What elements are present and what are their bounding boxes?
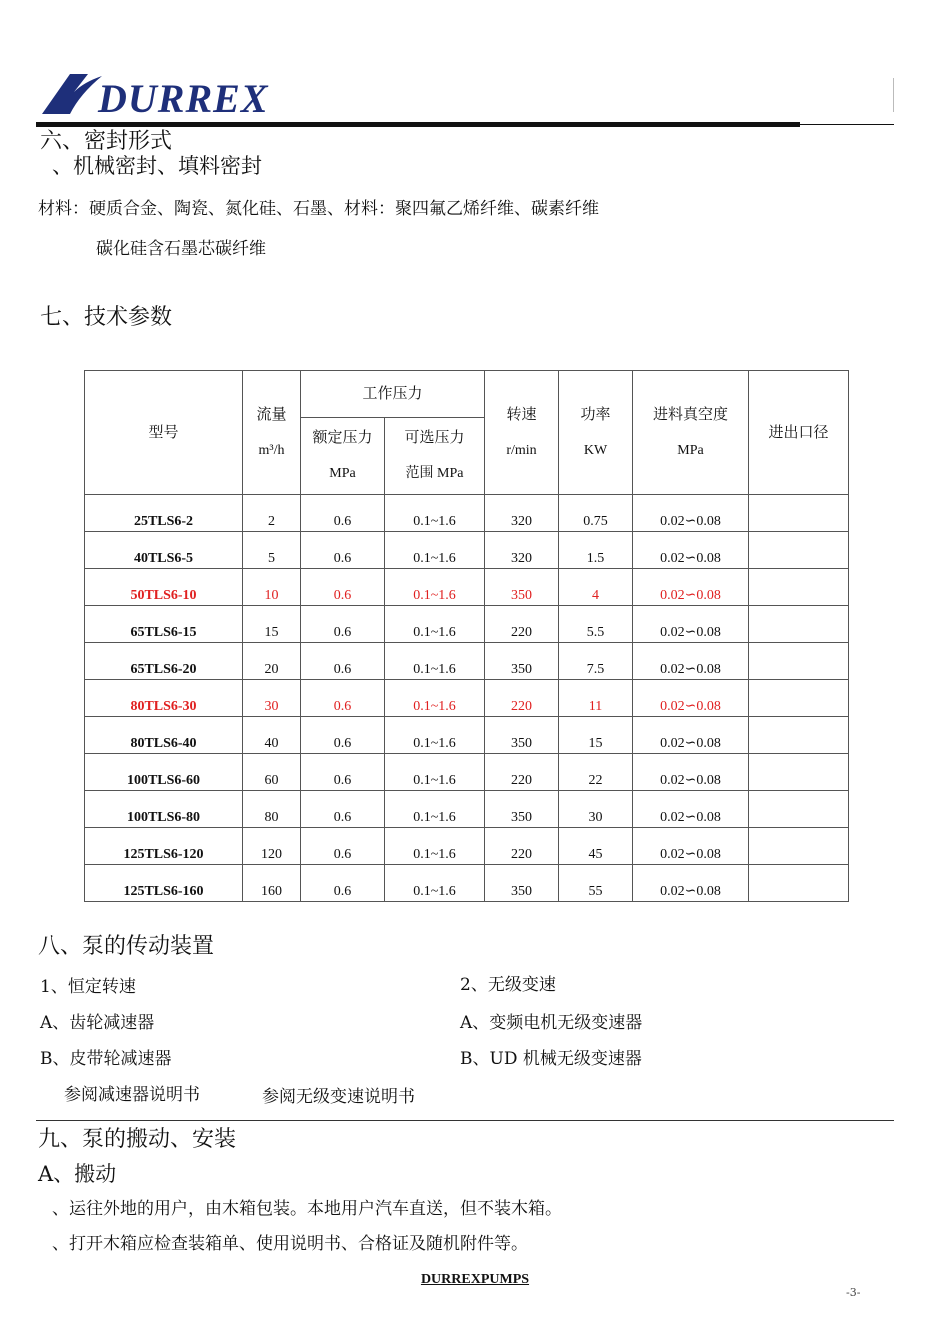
cell-model: 100TLS6-60 — [85, 754, 243, 791]
col-flow-header: 流量 m³/h — [243, 371, 301, 495]
footer-brand: DURREXPUMPS — [420, 1272, 530, 1287]
cell-speed: 220 — [485, 606, 559, 643]
table-row — [85, 754, 849, 791]
cell-port — [749, 717, 849, 754]
cell-rated: 0.6 — [301, 643, 385, 680]
cell-model: 50TLS6-10 — [85, 569, 243, 606]
cell-range: 0.1~1.6 — [385, 569, 485, 606]
cell-speed: 350 — [485, 865, 559, 902]
cell-port — [749, 754, 849, 791]
cell-range: 0.1~1.6 — [385, 791, 485, 828]
transmission-right-2: A、变频电机无级变速器 — [460, 1013, 643, 1033]
cell-model: 40TLS6-5 — [85, 532, 243, 569]
col-speed-header: 转速 r/min — [485, 371, 559, 495]
col-rated-header: 额定压力 MPa — [301, 418, 385, 495]
section6-line2: 材料：硬质合金、陶瓷、氮化硅、石墨、材料：聚四氟乙烯纤维、碳素纤维 — [38, 199, 599, 219]
cell-flow: 40 — [243, 717, 301, 754]
cell-vacuum: 0.02∽0.08 — [633, 532, 749, 569]
cell-speed: 220 — [485, 680, 559, 717]
section9-sub: A、搬动 — [38, 1162, 117, 1186]
cell-flow: 80 — [243, 791, 301, 828]
col-optional-header: 可选压力 范围 MPa — [385, 418, 485, 495]
cell-rated: 0.6 — [301, 754, 385, 791]
cell-port — [749, 495, 849, 532]
transmission-left-4: 参阅减速器说明书 — [64, 1085, 200, 1105]
cell-power: 30 — [559, 791, 633, 828]
cell-speed: 320 — [485, 532, 559, 569]
cell-flow: 60 — [243, 754, 301, 791]
cell-power: 15 — [559, 717, 633, 754]
cell-port — [749, 606, 849, 643]
cell-power: 0.75 — [559, 495, 633, 532]
cell-flow: 2 — [243, 495, 301, 532]
cell-rated: 0.6 — [301, 717, 385, 754]
cell-vacuum: 0.02∽0.08 — [633, 569, 749, 606]
spec-table — [84, 370, 849, 902]
cell-port — [749, 828, 849, 865]
cell-flow: 5 — [243, 532, 301, 569]
cell-vacuum: 0.02∽0.08 — [633, 680, 749, 717]
transmission-right-1: 2、无级变速 — [460, 975, 556, 995]
cell-model: 25TLS6-2 — [85, 495, 243, 532]
brand-logo — [40, 70, 280, 122]
cell-rated: 0.6 — [301, 828, 385, 865]
cell-speed: 350 — [485, 717, 559, 754]
cell-port — [749, 865, 849, 902]
cell-model: 100TLS6-80 — [85, 791, 243, 828]
transmission-left-3: B、皮带轮减速器 — [40, 1049, 172, 1069]
cell-power: 11 — [559, 680, 633, 717]
cell-range: 0.1~1.6 — [385, 828, 485, 865]
cell-vacuum: 0.02∽0.08 — [633, 495, 749, 532]
section7-heading: 七、技术参数 — [40, 305, 173, 330]
cell-range: 0.1~1.6 — [385, 680, 485, 717]
cell-rated: 0.6 — [301, 569, 385, 606]
cell-speed: 220 — [485, 754, 559, 791]
cell-flow: 160 — [243, 865, 301, 902]
cell-vacuum: 0.02∽0.08 — [633, 791, 749, 828]
cell-power: 45 — [559, 828, 633, 865]
cell-power: 4 — [559, 569, 633, 606]
table-row — [85, 606, 849, 643]
cell-rated: 0.6 — [301, 865, 385, 902]
table-row — [85, 495, 849, 532]
cell-rated: 0.6 — [301, 532, 385, 569]
col-power-header: 功率 KW — [559, 371, 633, 495]
cell-range: 0.1~1.6 — [385, 865, 485, 902]
transmission-left-1: 1、恒定转速 — [40, 977, 136, 997]
cell-flow: 30 — [243, 680, 301, 717]
cell-rated: 0.6 — [301, 606, 385, 643]
table-row — [85, 532, 849, 569]
table-row — [85, 643, 849, 680]
section9-line2: 、打开木箱应检查装箱单、使用说明书、合格证及随机附件等。 — [52, 1234, 528, 1254]
table-row — [85, 717, 849, 754]
cell-port — [749, 791, 849, 828]
col-pressure-header: 工作压力 — [301, 371, 485, 418]
cell-port — [749, 680, 849, 717]
col-port-header: 进出口径 — [749, 371, 849, 495]
cell-range: 0.1~1.6 — [385, 643, 485, 680]
cell-rated: 0.6 — [301, 495, 385, 532]
cell-model: 65TLS6-20 — [85, 643, 243, 680]
cell-rated: 0.6 — [301, 791, 385, 828]
cell-speed: 350 — [485, 791, 559, 828]
transmission-right-3: B、UD 机械无级变速器 — [460, 1049, 642, 1069]
cell-vacuum: 0.02∽0.08 — [633, 606, 749, 643]
section8-heading: 八、泵的传动装置 — [38, 934, 215, 959]
cell-vacuum: 0.02∽0.08 — [633, 717, 749, 754]
cell-rated: 0.6 — [301, 680, 385, 717]
table-row — [85, 791, 849, 828]
logo-swoosh-icon — [42, 74, 102, 114]
cell-flow: 120 — [243, 828, 301, 865]
cell-flow: 15 — [243, 606, 301, 643]
section9-line1: 、运往外地的用户，由木箱包装。本地用户汽车直送，但不装木箱。 — [52, 1199, 562, 1219]
header-edge-mark — [893, 78, 894, 112]
cell-range: 0.1~1.6 — [385, 532, 485, 569]
cell-power: 22 — [559, 754, 633, 791]
cell-power: 7.5 — [559, 643, 633, 680]
cell-flow: 10 — [243, 569, 301, 606]
transmission-ref-2: 参阅无级变速说明书 — [262, 1087, 415, 1107]
cell-range: 0.1~1.6 — [385, 606, 485, 643]
col-vacuum-header: 进料真空度 MPa — [633, 371, 749, 495]
col-model-header: 型号 — [85, 371, 243, 495]
transmission-left-2: A、齿轮减速器 — [40, 1013, 155, 1033]
cell-range: 0.1~1.6 — [385, 717, 485, 754]
section6-heading: 六、密封形式 — [40, 129, 173, 154]
table-row — [85, 680, 849, 717]
cell-model: 80TLS6-40 — [85, 717, 243, 754]
cell-vacuum: 0.02∽0.08 — [633, 828, 749, 865]
cell-speed: 320 — [485, 495, 559, 532]
cell-range: 0.1~1.6 — [385, 495, 485, 532]
cell-model: 80TLS6-30 — [85, 680, 243, 717]
cell-model: 65TLS6-15 — [85, 606, 243, 643]
cell-vacuum: 0.02∽0.08 — [633, 754, 749, 791]
page-number: -3- — [846, 1286, 861, 1299]
table-row — [85, 828, 849, 865]
cell-vacuum: 0.02∽0.08 — [633, 643, 749, 680]
cell-power: 5.5 — [559, 606, 633, 643]
table-row — [85, 569, 849, 606]
section-divider — [36, 1120, 894, 1121]
cell-port — [749, 643, 849, 680]
section9-heading: 九、泵的搬动、安装 — [38, 1127, 237, 1152]
cell-power: 55 — [559, 865, 633, 902]
cell-flow: 20 — [243, 643, 301, 680]
table-row — [85, 865, 849, 902]
svg-text:DURREX: DURREX — [98, 76, 269, 121]
section6-line3: 碳化硅含石墨芯碳纤维 — [96, 239, 266, 259]
cell-vacuum: 0.02∽0.08 — [633, 865, 749, 902]
cell-speed: 220 — [485, 828, 559, 865]
header-rule-thin — [800, 124, 894, 125]
cell-model: 125TLS6-120 — [85, 828, 243, 865]
cell-port — [749, 569, 849, 606]
cell-speed: 350 — [485, 569, 559, 606]
section6-line1: 、机械密封、填料密封 — [52, 154, 262, 178]
cell-model: 125TLS6-160 — [85, 865, 243, 902]
cell-port — [749, 532, 849, 569]
cell-speed: 350 — [485, 643, 559, 680]
cell-range: 0.1~1.6 — [385, 754, 485, 791]
cell-power: 1.5 — [559, 532, 633, 569]
